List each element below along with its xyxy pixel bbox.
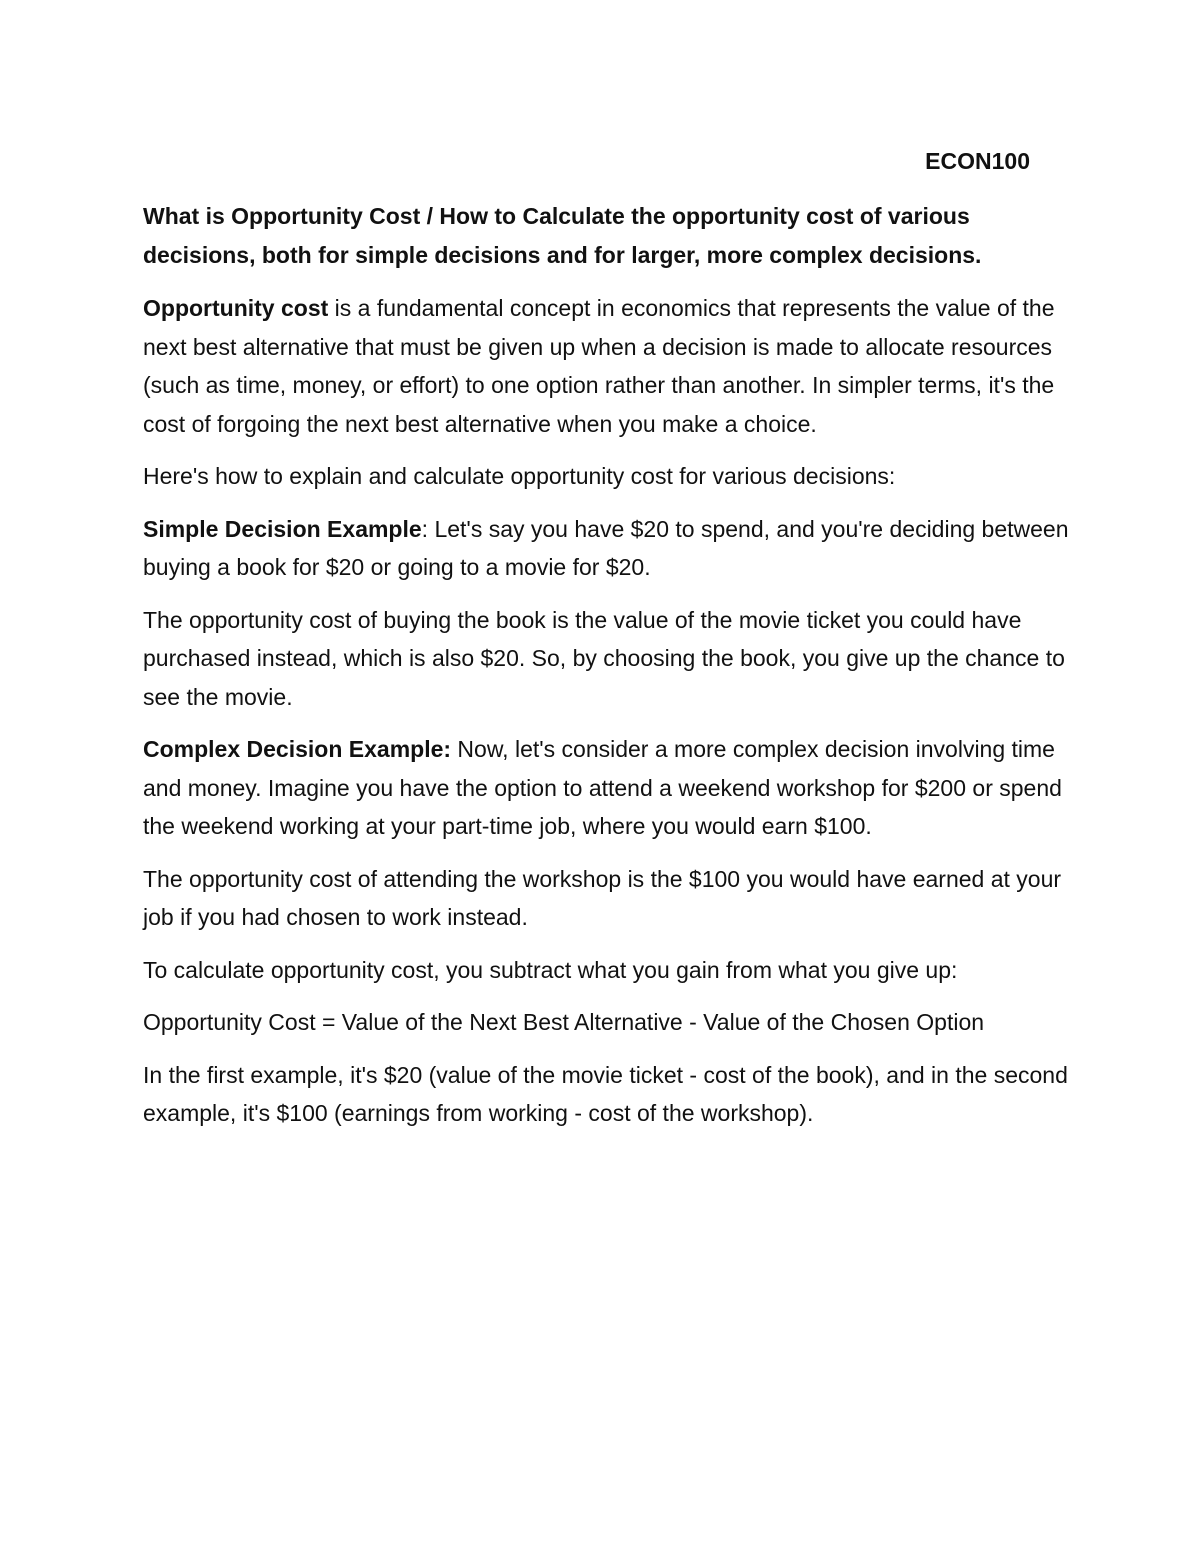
complex-example-label: Complex Decision Example: — [143, 736, 452, 762]
course-code: ECON100 — [925, 148, 1030, 174]
simple-example-text: : Let's say you have $20 to spend, and you're deciding between buying a book for $20 or going to a movie for $20. — [143, 515, 1069, 580]
definition-paragraph — [143, 289, 1073, 443]
simple-example-paragraph — [143, 510, 1073, 587]
calculation-intro-paragraph: To calculate opportunity cost, you subtract what you gain from what you give up: — [143, 956, 958, 983]
definition-term: Opportunity cost — [143, 295, 329, 321]
simple-explanation-paragraph: The opportunity cost of buying the book is the value of the movie ticket you could have purchased instead, which is also $20. So, by choosing the book, you give up the chance to see the movie. — [143, 606, 1065, 710]
complex-explanation-paragraph: The opportunity cost of attending the workshop is the $100 you would have earned at your job if you had chosen to work instead. — [143, 865, 1062, 930]
definition-text: is a fundamental concept in economics that represents the value of the next best alternative that must be given up when a decision is made to allocate resources (such as time, money, or effort) to one option rather than another. In simpler terms, it's the cost of forgoing the next best alternative when you make a choice. — [143, 295, 1055, 437]
complex-example-text: Now, let's consider a more complex decision involving time and money. Imagine you have the option to attend a weekend workshop for $200 or spend the weekend working at your part-time job, where you would earn $100. — [143, 736, 1062, 839]
formula-paragraph: Opportunity Cost = Value of the Next Best Alternative - Value of the Chosen Option — [143, 1009, 985, 1035]
simple-example-label: Simple Decision Example — [143, 515, 422, 542]
document-title: What is Opportunity Cost / How to Calculate the opportunity cost of various decisions, both for simple decisions and for larger, more complex decisions. — [143, 203, 982, 268]
document-body — [143, 197, 1073, 1147]
intro-paragraph: Here's how to explain and calculate opportunity cost for various decisions: — [143, 463, 896, 489]
conclusion-paragraph: In the first example, it's $20 (value of the movie ticket - cost of the book), and in the second example, it's $100 (earnings from working - cost of the workshop). — [143, 1061, 1068, 1126]
complex-example-paragraph — [143, 730, 1073, 846]
